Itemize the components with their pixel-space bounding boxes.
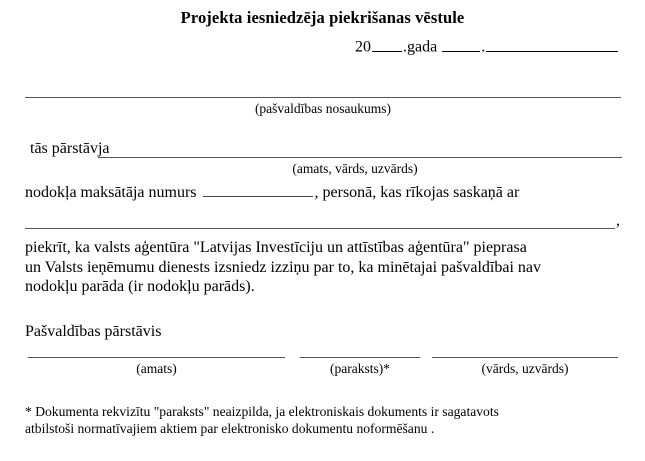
basis-of-authority-field[interactable] (25, 228, 615, 229)
signature-position-field[interactable] (28, 357, 285, 358)
consent-paragraph-line-2: un Valsts ieņēmumu dienests izsniedz izziņu par to, ka minētajai pašvaldībai nav (25, 258, 542, 276)
taxpayer-number-row (25, 181, 519, 202)
date-year-suffix: .gada (403, 38, 438, 56)
date-day-blank[interactable] (442, 36, 480, 52)
signature-heading: Pašvaldības pārstāvis (25, 323, 162, 340)
consent-paragraph (25, 238, 622, 297)
signature-name-caption: (vārds, uzvārds) (481, 361, 569, 376)
basis-of-authority-comma: , (616, 212, 620, 229)
date-line (355, 36, 619, 57)
footnote-line-1: * Dokumenta rekvizītu "paraksts" neaizpilda, ja elektroniskais dokuments ir sagatavots (25, 404, 499, 419)
signature-name-field[interactable] (432, 357, 618, 358)
consent-paragraph-line-1: piekrīt, ka valsts aģentūra "Latvijas Investīciju un attīstības aģentūra" pieprasa (25, 239, 527, 256)
representative-label: tās pārstāvja (30, 140, 110, 157)
footnote (25, 403, 621, 437)
signature-sign-caption: (paraksts)* (330, 361, 390, 376)
taxpayer-number-field[interactable] (203, 181, 313, 197)
representative-field[interactable] (98, 157, 622, 158)
signature-sign-field[interactable] (300, 357, 420, 358)
footnote-line-2: atbilstoši normatīvajiem aktiem par elektronisko dokumentu noformēšanu . (25, 421, 435, 436)
date-day-suffix: . (481, 38, 486, 56)
consent-paragraph-line-3: nodokļu parāda (ir nodokļu parāds). (25, 278, 255, 295)
representative-caption: (amats, vārds, uzvārds) (292, 161, 418, 176)
signature-position-caption: (amats) (136, 361, 177, 376)
date-year-prefix: 20 (355, 38, 371, 56)
municipality-name-caption: (pašvaldības nosaukums) (254, 101, 392, 116)
taxpayer-number-label: nodokļa maksātāja numurs (25, 184, 197, 202)
date-year-blank[interactable] (372, 36, 402, 52)
page-title: Projekta iesniedzēja piekrišanas vēstule (180, 8, 465, 27)
date-month-blank[interactable] (486, 36, 618, 52)
taxpayer-number-label-after: , personā, kas rīkojas saskaņā ar (314, 184, 520, 202)
municipality-name-field[interactable] (25, 97, 621, 98)
